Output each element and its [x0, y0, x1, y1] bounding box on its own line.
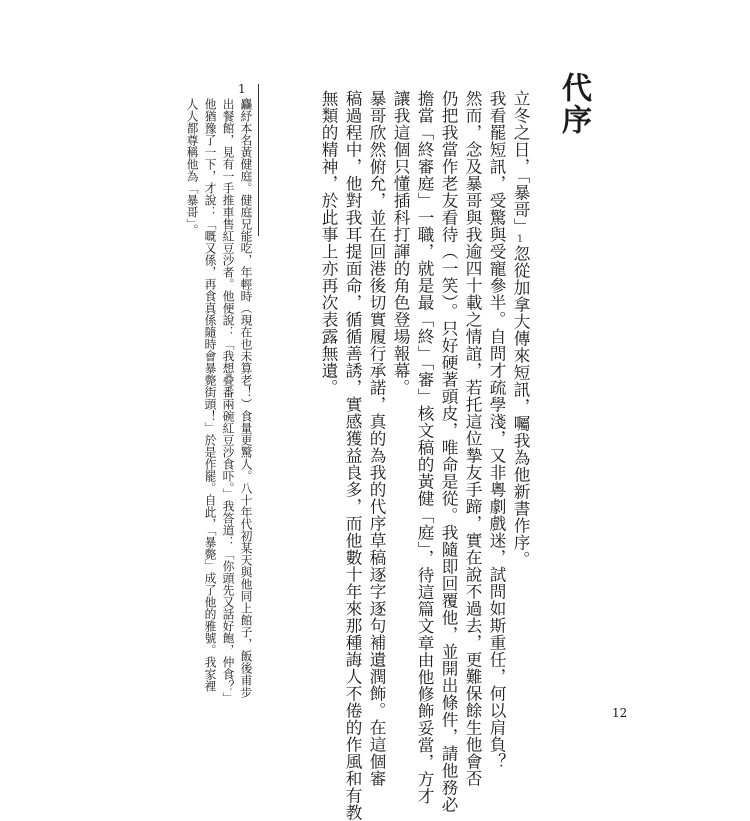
- body-line-3: 然而，念及暴哥與我逾四十載之情誼，若托這位摯友手蹄，實在說不過去，更難保餘生他會否: [463, 90, 482, 787]
- body-line-9: 無類的精神，於此事上亦再次表露無遺。: [319, 90, 338, 396]
- footnote-line-1: 麤紓本名黃健庭。健庭兄能吃，年輕時（現在也未算老！）食量更驚人。八十年代初某天與他同上館子，飯後甫步: [239, 98, 253, 698]
- body-line-5: 擔當「終審庭」一職，就是最「終」「審」核文稿的黃健「庭」，待這篇文章由他修飾妥當，方才: [415, 90, 434, 805]
- chapter-title: 代序: [556, 72, 591, 136]
- footnote-line-3: 他猶豫了一下，才說：「嘅又係，再食真係隨時會暴斃街頭！」於是作罷。自此，「暴斃」成了他的雅號。我家裡: [203, 98, 217, 693]
- body-line-1-part-a: 立冬之日，「暴哥」: [511, 90, 530, 235]
- footnote-line-4: 人人都尊稱他為「暴哥」。: [185, 98, 199, 237]
- footnote-divider: [258, 84, 259, 236]
- body-line-8: 稿過程中，他對我耳提面命，循循善誘，實感獲益良多，而他數十年來那種誨人不倦的作風和有教: [343, 90, 362, 821]
- body-line-2: 我看罷短訊，受驚與受寵參半。自問才疏學淺，又非粵劇戲迷，試問如斯重任，何以肩負？: [487, 90, 506, 770]
- page-number: 12: [612, 706, 628, 720]
- body-line-7: 暴哥欣然俯允，並在回港後切實履行承諾，真的為我的代序草稿逐字逐句補遺潤飾。在這個審: [367, 90, 386, 787]
- body-line-6: 讓我這個只懂插科打諢的角色登場報幕。: [391, 90, 410, 396]
- footnote-line-2: 出餐館，見有一手推車售紅豆沙者。他便說：「我想叠番兩碗紅豆沙食吓。」我答道：「你頭先又話好飽，仲食？」: [221, 98, 235, 705]
- body-line-1-part-b: 忽從加拿大傳來短訊，囑我為他新書作序。: [511, 245, 530, 569]
- footnote-reference: 1: [515, 234, 525, 246]
- footnote-marker: 1: [238, 82, 246, 96]
- body-line-1: [508, 90, 532, 568]
- body-line-4: 仍把我當作老友看待（一笑）。只好硬著頭皮，唯命是從。我隨即回覆他，並開出條件，請他務必: [439, 90, 458, 813]
